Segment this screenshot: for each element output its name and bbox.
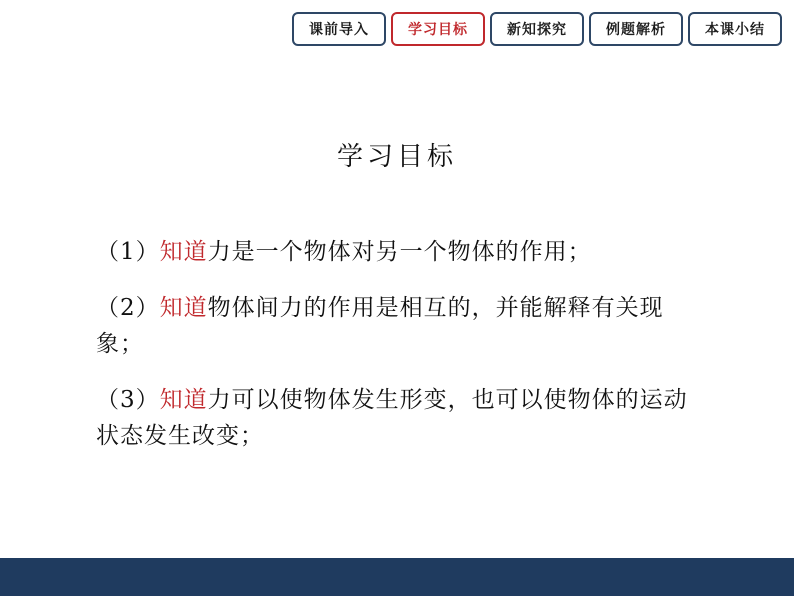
objective-item: [96, 290, 706, 362]
objective-text: 力是一个物体对另一个物体的作用；: [207, 239, 592, 265]
tab-example-analysis[interactable]: 例题解析: [589, 12, 683, 46]
tab-new-knowledge[interactable]: 新知探究: [490, 12, 584, 46]
objective-item: [96, 234, 706, 270]
objective-text: 力可以使物体发生形变，也可以使物体的运动状态发生改变；: [96, 387, 688, 449]
tab-lesson-summary[interactable]: 本课小结: [688, 12, 782, 46]
tab-learning-objectives[interactable]: 学习目标: [391, 12, 485, 46]
footer-bar: [0, 558, 794, 596]
objective-text: 物体间力的作用是相互的，并能解释有关现象；: [96, 295, 664, 357]
objective-keyword: 知道: [159, 387, 208, 413]
tab-pre-class-intro[interactable]: 课前导入: [292, 12, 386, 46]
page-title: 学习目标: [336, 142, 457, 172]
objective-keyword: 知道: [159, 239, 208, 265]
objective-keyword: 知道: [159, 295, 208, 321]
objectives-list: [96, 234, 706, 474]
objective-number: （2）: [96, 295, 160, 321]
objective-number: （3）: [96, 387, 160, 413]
objective-item: [96, 382, 706, 454]
section-nav: [292, 12, 782, 46]
objective-number: （1）: [96, 239, 160, 265]
